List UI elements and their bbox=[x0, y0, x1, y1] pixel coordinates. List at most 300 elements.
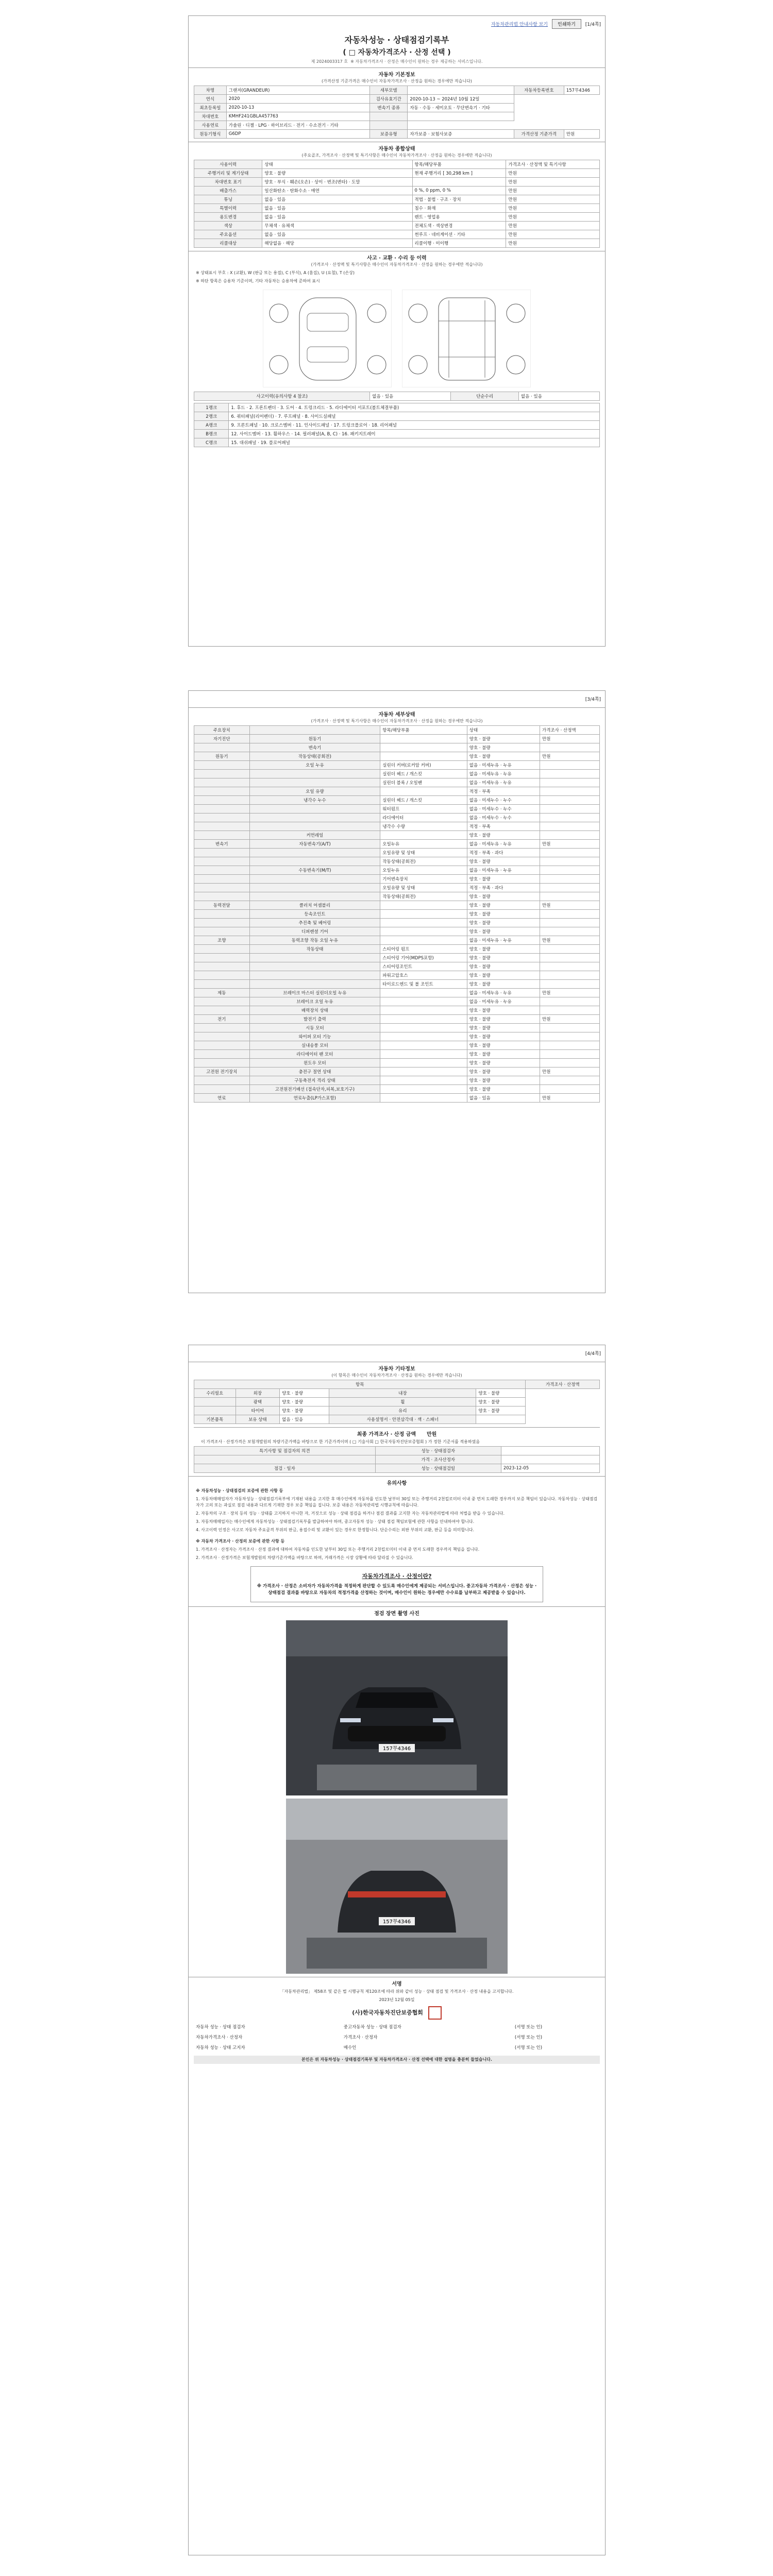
table-cell: 작동상태 bbox=[249, 945, 380, 954]
table-cell bbox=[249, 805, 380, 814]
table-cell: 가격조사 · 산정액 bbox=[540, 726, 600, 735]
table-cell: 수리필요 bbox=[194, 1389, 236, 1398]
table-cell: 오일 유량 bbox=[249, 787, 380, 796]
table-cell: 색상 bbox=[194, 222, 262, 230]
table-cell: 양호 · 불량 bbox=[467, 1041, 540, 1050]
table-cell bbox=[194, 892, 250, 901]
table-cell: 디퍼렌셜 기어 bbox=[249, 927, 380, 936]
table-cell: 2020-10-13 bbox=[226, 104, 369, 112]
table-cell bbox=[540, 997, 600, 1006]
signature-title: 서명 bbox=[189, 1977, 605, 1988]
table-cell: 15. 대쉬패널 · 19. 플로어패널 bbox=[229, 438, 600, 447]
table-cell: 자가보증 · 보험사보증 bbox=[408, 130, 514, 139]
table-cell: 가솔린 · 디젤 · LPG · 하이브리드 · 전기 · 수소전기 · 기타 bbox=[226, 121, 369, 130]
table-cell: 없음 · 미세누유 · 누유 bbox=[467, 770, 540, 778]
table-cell: 충전구 절연 상태 bbox=[249, 1067, 380, 1076]
table-cell: 스티어링 펌프 bbox=[380, 945, 467, 954]
table-cell bbox=[249, 892, 380, 901]
table-cell bbox=[540, 892, 600, 901]
table-cell: 동력전달 bbox=[194, 901, 250, 910]
table-row bbox=[194, 778, 600, 787]
table-row bbox=[194, 1415, 600, 1424]
table-cell: 2랭크 bbox=[194, 412, 229, 421]
notice-title: 유의사항 bbox=[189, 1476, 605, 1487]
other-title: 자동차 기타정보 bbox=[189, 1362, 605, 1372]
table-cell: 양호 · 불량 bbox=[467, 1024, 540, 1032]
table-cell bbox=[540, 1076, 600, 1085]
table-cell bbox=[249, 980, 380, 989]
table-cell: 주행거리 및 계기상태 bbox=[194, 169, 262, 178]
table-cell: 사용연료 bbox=[194, 121, 227, 130]
table-row bbox=[194, 412, 600, 421]
table-cell: 만원 bbox=[506, 239, 600, 248]
table-cell: 냉각수 누수 bbox=[249, 796, 380, 805]
table-cell bbox=[249, 875, 380, 884]
table-cell: 양호 · 불량 bbox=[467, 1050, 540, 1059]
final-price-title: 최종 가격조사 · 산정 금액 만원 bbox=[194, 1427, 600, 1438]
table-cell: 가격조사 · 산정액 및 특기사항 bbox=[506, 160, 600, 169]
table-cell bbox=[380, 1024, 467, 1032]
table-cell bbox=[540, 1032, 600, 1041]
table-cell bbox=[194, 787, 250, 796]
basic-info-title: 자동차 기본정보 bbox=[189, 67, 605, 78]
table-cell bbox=[370, 121, 408, 130]
table-cell: 등속조인트 bbox=[249, 910, 380, 919]
table-cell bbox=[194, 770, 250, 778]
table-cell bbox=[194, 805, 250, 814]
inspection-photo-front bbox=[286, 1620, 508, 1795]
table-cell: 커먼레일 bbox=[249, 831, 380, 840]
table-cell: 없음 · 있음 bbox=[262, 213, 412, 222]
table-row bbox=[194, 213, 600, 222]
table-row bbox=[194, 831, 600, 840]
table-cell bbox=[370, 112, 408, 121]
table-cell: 해당없음 · 해당 bbox=[262, 239, 412, 248]
table-cell: 보증유형 bbox=[370, 130, 408, 139]
table-cell: 만원 bbox=[540, 735, 600, 743]
sig-label-1: 자동차 성능 · 상태 점검자 bbox=[196, 2025, 245, 2030]
table-cell: 2023-12-05 bbox=[501, 1464, 599, 1473]
table-cell: 만원 bbox=[540, 1067, 600, 1076]
table-cell bbox=[540, 805, 600, 814]
table-row bbox=[194, 971, 600, 980]
table-cell: 튜닝 bbox=[194, 195, 262, 204]
law-guide-link[interactable]: 자동차관리법 안내사항 보기 bbox=[491, 22, 548, 27]
table-cell bbox=[540, 849, 600, 857]
table-row bbox=[194, 169, 600, 178]
table-cell bbox=[194, 1006, 250, 1015]
table-cell: G6DP bbox=[226, 130, 369, 139]
table-cell bbox=[540, 796, 600, 805]
table-cell: 오일누유 bbox=[380, 840, 467, 849]
page-number-3: [4/4쪽] bbox=[585, 1351, 601, 1357]
table-cell bbox=[249, 857, 380, 866]
table-cell: 수동변속기(M/T) bbox=[249, 866, 380, 875]
table-cell bbox=[540, 743, 600, 752]
table-row bbox=[194, 1447, 600, 1455]
table-cell: 최초등록일 bbox=[194, 104, 227, 112]
table-row bbox=[194, 954, 600, 962]
table-cell bbox=[380, 1006, 467, 1015]
table-cell: KMHF241GBLA457763 bbox=[226, 112, 369, 121]
table-row bbox=[194, 761, 600, 770]
table-cell: 만원 bbox=[506, 230, 600, 239]
table-cell: 1. 후드 · 2. 프론트펜더 · 3. 도어 · 4. 트렁크리드 · 5. 라디에이터 서포트(볼트체결부품) bbox=[229, 403, 600, 412]
table-row bbox=[194, 178, 600, 187]
table-cell bbox=[194, 1076, 250, 1085]
other-info-table bbox=[194, 1380, 600, 1424]
table-cell: 없음 · 미세누유 · 누유 bbox=[467, 761, 540, 770]
table-cell: 오일유량 및 상태 bbox=[380, 884, 467, 892]
table-cell bbox=[380, 936, 467, 945]
inspector-table bbox=[194, 1446, 600, 1473]
inspection-photo-rear bbox=[286, 1799, 508, 1974]
table-cell bbox=[194, 814, 250, 822]
table-row bbox=[194, 796, 600, 805]
price-service-body: ※ 가격조사 · 산정은 소비자가 자동차가격을 적정하게 판단할 수 있도록 매수인에게 제공되는 서비스입니다. 중고자동차 가격조사 · 산정은 성능 · 상태점검 결과를 바탕으로 자동차의 적정가격을 산정하는 것이며, 매수인이 원하는 경우에만 수수료를 납부하고 제공받을 수 있습니다. bbox=[257, 1584, 537, 1596]
table-cell bbox=[249, 962, 380, 971]
table-row bbox=[194, 814, 600, 822]
table-cell: 시동 모터 bbox=[249, 1024, 380, 1032]
table-cell: 양호 · 불량 bbox=[467, 919, 540, 927]
detail-title: 자동차 세부상태 bbox=[189, 707, 605, 718]
table-cell: 항목/해당부품 bbox=[412, 160, 506, 169]
table-cell bbox=[194, 1059, 250, 1067]
car-outer-diagram bbox=[263, 290, 392, 387]
table-cell bbox=[194, 743, 250, 752]
table-cell: 양호 · 불량 bbox=[280, 1389, 329, 1398]
other-head-2: 가격조사 · 산정액 bbox=[526, 1380, 600, 1389]
table-row bbox=[194, 86, 600, 95]
price-service-title: 자동차가격조사 · 산정이란? bbox=[362, 1573, 432, 1580]
table-cell bbox=[249, 954, 380, 962]
status-title: 자동차 종합상태 bbox=[189, 142, 605, 152]
table-cell bbox=[380, 1059, 467, 1067]
table-cell: 양호 · 불량 bbox=[467, 752, 540, 761]
table-cell: 제동 bbox=[194, 989, 250, 997]
table-cell bbox=[380, 910, 467, 919]
table-cell: 양호 · 불량 bbox=[280, 1398, 329, 1406]
table-cell bbox=[380, 919, 467, 927]
table-row bbox=[194, 997, 600, 1006]
table-cell: 보유 상태 bbox=[236, 1415, 280, 1424]
table-cell: 가격 · 조사산정자 bbox=[375, 1455, 501, 1464]
car-frame-diagram bbox=[402, 290, 531, 387]
table-cell bbox=[380, 989, 467, 997]
table-row bbox=[194, 735, 600, 743]
table-row bbox=[194, 430, 600, 438]
page-number: [1/4쪽] bbox=[585, 22, 601, 27]
table-cell: 만원 bbox=[506, 204, 600, 213]
table-cell: 만원 bbox=[540, 901, 600, 910]
sig-right-2: 가격조사 · 산정자 bbox=[343, 2035, 378, 2040]
table-cell: 실린더 헤드 / 개스킷 bbox=[380, 796, 467, 805]
table-cell: 양호 · 불량 bbox=[467, 945, 540, 954]
table-cell: 변속기 종류 bbox=[370, 104, 408, 112]
table-cell: 양호 · 불량 bbox=[262, 169, 412, 178]
table-cell: 연식 bbox=[194, 95, 227, 104]
table-row bbox=[194, 1076, 600, 1085]
table-cell: 없음 · 있음 bbox=[467, 1094, 540, 1103]
table-cell bbox=[194, 857, 250, 866]
table-cell bbox=[249, 778, 380, 787]
table-cell: 양호 · 부식 · 훼손(오손) · 상이 · 변조(변타) · 도말 bbox=[262, 178, 412, 187]
page-1 bbox=[188, 15, 606, 647]
table-cell: 양호 · 불량 bbox=[467, 927, 540, 936]
table-cell bbox=[249, 884, 380, 892]
table-cell: 만원 bbox=[564, 130, 599, 139]
table-cell bbox=[380, 831, 467, 840]
table-cell bbox=[408, 86, 514, 95]
table-cell bbox=[540, 945, 600, 954]
table-cell: 없음 · 미세누유 · 누유 bbox=[467, 866, 540, 875]
document-subtitle: ( □ 자동차가격조사 · 산정 선택 ) bbox=[343, 48, 451, 57]
table-cell: 없음 · 미세누유 · 누유 bbox=[467, 840, 540, 849]
table-cell bbox=[408, 112, 514, 121]
table-cell bbox=[194, 1455, 376, 1464]
table-cell: 사용설명서 · 안전삼각대 · 잭 · 스패너 bbox=[329, 1415, 476, 1424]
notice-heading-2: ※ 자동차 가격조사 · 산정의 보증에 관한 사항 등 bbox=[196, 1539, 285, 1544]
table-cell bbox=[540, 1050, 600, 1059]
table-cell bbox=[194, 997, 250, 1006]
table-cell bbox=[249, 822, 380, 831]
table-row bbox=[194, 187, 600, 195]
table-cell bbox=[194, 796, 250, 805]
table-cell: 양호 · 불량 bbox=[467, 1085, 540, 1094]
table-cell bbox=[380, 1032, 467, 1041]
table-cell: B랭크 bbox=[194, 430, 229, 438]
table-cell: 없음 · 미세누유 · 누유 bbox=[467, 778, 540, 787]
table-cell: 변속기 bbox=[249, 743, 380, 752]
table-row bbox=[194, 130, 600, 139]
table-cell bbox=[194, 1050, 250, 1059]
table-cell: 2020-10-13 ~ 2024년 10월 12일 bbox=[408, 95, 514, 104]
table-cell: 용도변경 bbox=[194, 213, 262, 222]
table-cell: 만원 bbox=[506, 213, 600, 222]
document-title: 자동차성능 · 상태점검기록부 bbox=[344, 35, 449, 45]
table-row bbox=[194, 421, 600, 430]
table-cell bbox=[194, 1024, 250, 1032]
table-row bbox=[194, 239, 600, 248]
page-2 bbox=[188, 690, 606, 1293]
table-cell bbox=[380, 787, 467, 796]
table-row bbox=[194, 910, 600, 919]
table-cell: 없음 · 있음 bbox=[262, 230, 412, 239]
table-row bbox=[194, 1015, 600, 1024]
basic-info-table bbox=[194, 86, 600, 139]
table-cell bbox=[540, 770, 600, 778]
table-cell: 휠 bbox=[329, 1398, 476, 1406]
table-row bbox=[194, 901, 600, 910]
table-row bbox=[194, 195, 600, 204]
table-cell bbox=[194, 778, 250, 787]
table-cell: 배력장치 상태 bbox=[249, 1006, 380, 1015]
table-row bbox=[194, 919, 600, 927]
table-row bbox=[194, 1085, 600, 1094]
accident-title: 사고 · 교환 · 수리 등 이력 bbox=[189, 251, 605, 262]
table-cell: 없음 · 있음 bbox=[280, 1415, 329, 1424]
table-row bbox=[194, 857, 600, 866]
table-row bbox=[194, 1389, 600, 1398]
table-cell bbox=[501, 1455, 599, 1464]
table-cell bbox=[540, 787, 600, 796]
table-cell: 배출가스 bbox=[194, 187, 262, 195]
table-cell: 양호 · 불량 bbox=[467, 831, 540, 840]
table-row bbox=[194, 1041, 600, 1050]
table-cell: 연료 bbox=[194, 1094, 250, 1103]
sig-seal-1: (서명 또는 인) bbox=[514, 2025, 543, 2030]
table-cell: 양호 · 불량 bbox=[280, 1406, 329, 1415]
status-note: (주요골조, 가격조사 · 산정액 및 특기사항은 매수인이 자동차가격조사 · 산정을 원하는 경우에만 적습니다) bbox=[301, 153, 492, 158]
table-cell: 없음 · 미세누수 · 누수 bbox=[467, 805, 540, 814]
table-cell bbox=[380, 1015, 467, 1024]
table-row bbox=[194, 866, 600, 875]
table-cell: 적정 · 부족 · 과다 bbox=[467, 884, 540, 892]
table-cell bbox=[194, 962, 250, 971]
table-cell: 상태 bbox=[262, 160, 412, 169]
sig-label-2: 자동차가격조사 · 산정자 bbox=[196, 2035, 243, 2040]
sig-seal-2: (서명 또는 인) bbox=[514, 2035, 543, 2040]
signature-footer: 본인은 위 자동차성능 · 상태점검기록부 및 자동차가격조사 · 산정 선택에 대한 설명을 충분히 들었습니다. bbox=[194, 2056, 600, 2064]
table-row bbox=[194, 849, 600, 857]
table-cell bbox=[540, 875, 600, 884]
table-row bbox=[194, 875, 600, 884]
table-cell: 1랭크 bbox=[194, 403, 229, 412]
table-cell: 없음 · 있음 bbox=[262, 195, 412, 204]
table-cell: 스티어링 기어(MDPS포함) bbox=[380, 954, 467, 962]
table-cell: 실내송풍 모터 bbox=[249, 1041, 380, 1050]
table-cell: 양호 · 불량 bbox=[467, 962, 540, 971]
table-cell: 작동상태(공회전) bbox=[380, 892, 467, 901]
table-cell bbox=[501, 1447, 599, 1455]
table-cell: 양호 · 불량 bbox=[467, 1059, 540, 1067]
table-row bbox=[194, 438, 600, 447]
table-cell: 연료누출(LP가스포함) bbox=[249, 1094, 380, 1103]
sig-right-3: 매수인 bbox=[343, 2045, 357, 2050]
table-row bbox=[194, 726, 600, 735]
table-row bbox=[194, 403, 600, 412]
table-cell: 적정 · 부족 bbox=[467, 787, 540, 796]
table-cell: 없음 · 미세누유 · 누유 bbox=[467, 936, 540, 945]
table-row bbox=[194, 884, 600, 892]
detail-table bbox=[194, 725, 600, 1103]
table-cell: 양호 · 불량 bbox=[467, 910, 540, 919]
table-cell: 자동차등록번호 bbox=[514, 86, 564, 95]
table-cell: 9. 프론트패널 · 10. 크로스멤버 · 11. 인사이드패널 · 17. 트렁크플로어 · 18. 리어패널 bbox=[229, 421, 600, 430]
table-cell: 와이퍼 모터 기능 bbox=[249, 1032, 380, 1041]
plate-front: 157무4346 bbox=[382, 1746, 411, 1752]
table-row bbox=[194, 230, 600, 239]
table-cell: 전체도색 · 색상변경 bbox=[412, 222, 506, 230]
notice-item-5: 1. 가격조사 · 산정자는 가격조사 · 산정 결과에 대하여 자동차를 인도한 날부터 30일 또는 주행거리 2천킬로미터 이내 중 먼저 도래한 경우까지 책임을 집니다. bbox=[196, 1547, 480, 1552]
table-cell: 변속기 bbox=[194, 840, 250, 849]
table-cell: 발전기 출력 bbox=[249, 1015, 380, 1024]
table-cell: 12. 사이드멤버 · 13. 휠하우스 · 14. 필러패널(A, B, C) · 16. 패키지트레이 bbox=[229, 430, 600, 438]
table-cell: 없음 · 있음 bbox=[262, 204, 412, 213]
table-cell: 특별이력 bbox=[194, 204, 262, 213]
table-row bbox=[194, 945, 600, 954]
table-cell: 구동축전지 격리 상태 bbox=[249, 1076, 380, 1085]
table-cell: 양호 · 불량 bbox=[467, 857, 540, 866]
table-cell: 양호 · 불량 bbox=[467, 1067, 540, 1076]
notice-item-4: 4. 사고이력 인정은 사고로 자동차 주요골격 부위의 판금, 용접수리 및 교환이 있는 경우로 한정합니다. 단순수리는 외판 부위의 교환, 판금 등을 의미합니다. bbox=[196, 1528, 475, 1532]
table-cell: 양호 · 불량 bbox=[467, 735, 540, 743]
table-row bbox=[194, 1455, 600, 1464]
table-cell: 원동기 bbox=[194, 752, 250, 761]
table-cell: 점검 · 일자 bbox=[194, 1464, 376, 1473]
table-cell: 리콜대상 bbox=[194, 239, 262, 248]
table-cell: 오일 누유 bbox=[249, 761, 380, 770]
table-cell: 만원 bbox=[540, 752, 600, 761]
signature-law: 「자동차관리법」 제58조 및 같은 법 시행규칙 제120조에 따라 위와 같이 성능 · 상태 점검 및 가격조사 · 산정 내용을 고지합니다. bbox=[280, 1989, 514, 1994]
table-row bbox=[194, 104, 600, 112]
table-cell: 157무4346 bbox=[564, 86, 599, 95]
table-cell bbox=[540, 1085, 600, 1094]
table-cell bbox=[380, 1050, 467, 1059]
table-cell: 양호 · 불량 bbox=[467, 1076, 540, 1085]
table-row bbox=[194, 936, 600, 945]
table-cell: 만원 bbox=[506, 187, 600, 195]
page-3 bbox=[188, 1345, 606, 2555]
table-cell: 고전원전기배선 (접속단자,피복,보호기구) bbox=[249, 1085, 380, 1094]
table-cell bbox=[540, 778, 600, 787]
table-row bbox=[194, 840, 600, 849]
photo-title: 점검 장면 촬영 사진 bbox=[189, 1606, 605, 1617]
table-cell bbox=[194, 875, 250, 884]
table-cell: 없음 · 미세누수 · 누수 bbox=[467, 814, 540, 822]
doc-number: 제 2024003317 호 bbox=[311, 59, 348, 64]
table-cell: 외장 bbox=[236, 1389, 280, 1398]
table-cell bbox=[540, 910, 600, 919]
table-row bbox=[194, 204, 600, 213]
table-cell: 현재 주행거리 [ 30,298 km ] bbox=[412, 169, 506, 178]
table-cell bbox=[194, 822, 250, 831]
table-cell: 파워고압호스 bbox=[380, 971, 467, 980]
table-cell: 차대번호 표기 bbox=[194, 178, 262, 187]
table-cell bbox=[540, 761, 600, 770]
sig-label-3: 자동차 성능 · 상태 고지자 bbox=[196, 2045, 245, 2050]
accident-history-value: 없음 · 있음 bbox=[370, 392, 451, 401]
table-cell bbox=[194, 761, 250, 770]
table-cell: 고전원 전기장치 bbox=[194, 1067, 250, 1076]
table-row bbox=[194, 1050, 600, 1059]
other-note: (이 항목은 매수인이 자동차가격조사 · 산정을 원하는 경우에만 적습니다) bbox=[331, 1373, 462, 1378]
table-cell: 자동변속기(A/T) bbox=[249, 840, 380, 849]
table-row bbox=[194, 962, 600, 971]
table-cell: 세부모델 bbox=[370, 86, 408, 95]
accident-legend-2: ※ 하단 항목은 승용차 기준이며, 기타 자동차는 승용차에 준하여 표시 bbox=[196, 279, 320, 283]
table-cell: 적정 · 부족 bbox=[467, 822, 540, 831]
table-row bbox=[194, 822, 600, 831]
other-head: 항목 bbox=[194, 1380, 526, 1389]
table-cell: 조향 bbox=[194, 936, 250, 945]
table-cell bbox=[194, 831, 250, 840]
table-cell bbox=[194, 954, 250, 962]
table-cell: 오일유량 및 상태 bbox=[380, 849, 467, 857]
table-cell: 렌트 · 영업용 bbox=[412, 213, 506, 222]
accident-history-label: 사고이력(유의사항 4 참조) bbox=[194, 392, 370, 401]
print-button[interactable]: 인쇄하기 bbox=[552, 19, 581, 29]
table-cell bbox=[249, 770, 380, 778]
table-cell bbox=[249, 849, 380, 857]
table-cell: 사용이력 bbox=[194, 160, 262, 169]
table-cell: 적법 · 불법 · 구조 · 장치 bbox=[412, 195, 506, 204]
table-cell bbox=[476, 1415, 526, 1424]
top-bar bbox=[189, 16, 605, 29]
table-cell: 양호 · 불량 bbox=[476, 1398, 526, 1406]
table-cell bbox=[194, 884, 250, 892]
table-cell: 그랜저(GRANDEUR) bbox=[226, 86, 369, 95]
